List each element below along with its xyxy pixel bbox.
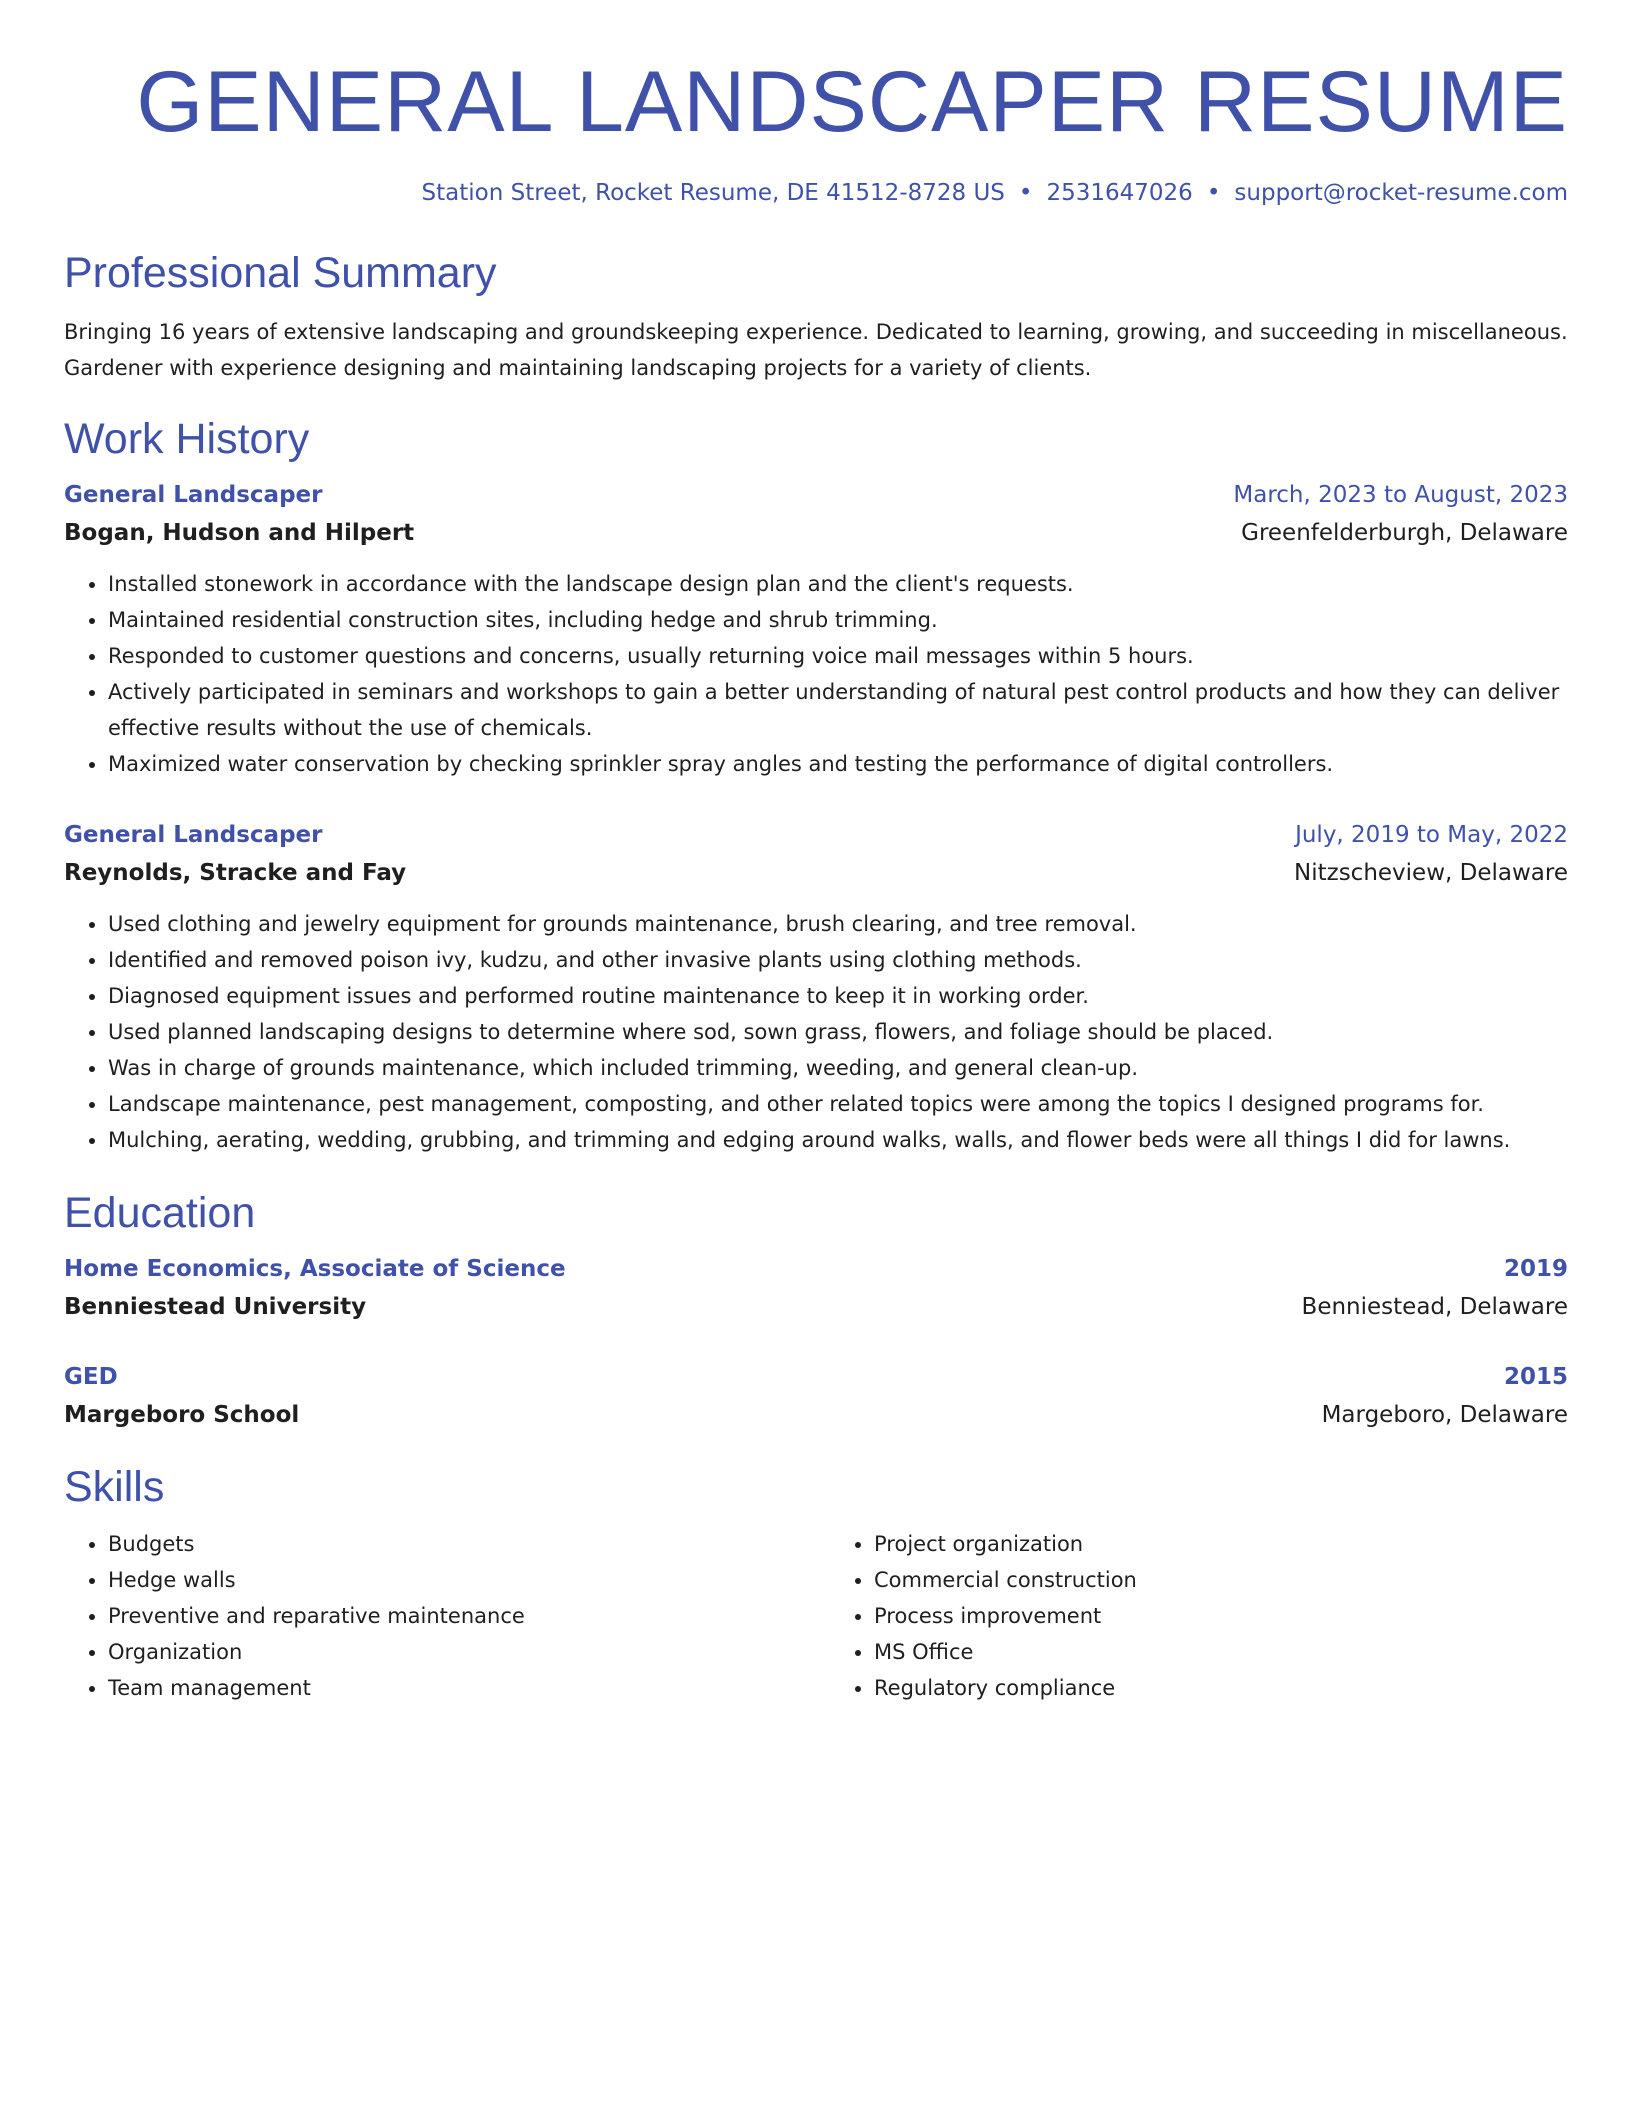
job-bullet: • Responded to customer questions and concerns, usually returning voice mail messages within 5 hours. [108, 638, 1568, 674]
summary-section [64, 248, 1568, 386]
work-history-heading: Work History [64, 415, 310, 463]
skills-list-left [64, 1526, 798, 1706]
job-location: Nitzscheview, Delaware [1294, 860, 1568, 886]
work-history-section [64, 414, 1568, 1158]
skill-item: • Project organization [874, 1526, 1564, 1562]
skills-heading: Skills [64, 1463, 165, 1511]
education-entry [64, 1360, 1568, 1432]
skills-section [64, 1462, 1568, 1706]
education-location: Benniestead, Delaware [1301, 1294, 1568, 1320]
job-dates: March, 2023 to August, 2023 [1233, 482, 1568, 508]
skill-item: • Preventive and reparative maintenance [108, 1598, 798, 1634]
skill-item: • Organization [108, 1634, 798, 1670]
job-bullet: • Mulching, aerating, wedding, grubbing, and trimming and edging around walks, walls, and flower beds were all things I did for lawns. [108, 1122, 1568, 1158]
job-bullet: • Maximized water conservation by checking sprinkler spray angles and testing the performance of digital controllers. [108, 746, 1568, 782]
education-degree: GED [64, 1364, 118, 1390]
contact-address: Station Street, Rocket Resume, DE 41512-8728 US [421, 180, 1005, 206]
skill-item: • MS Office [874, 1634, 1564, 1670]
job-company: Bogan, Hudson and Hilpert [64, 520, 415, 546]
education-section [64, 1188, 1568, 1432]
skill-item: • Team management [108, 1670, 798, 1706]
job-bullet: • Diagnosed equipment issues and performed routine maintenance to keep it in working order. [108, 978, 1568, 1014]
job-company: Reynolds, Stracke and Fay [64, 860, 407, 886]
job-bullet: • Installed stonework in accordance with the landscape design plan and the client's requests. [108, 566, 1568, 602]
summary-heading: Professional Summary [64, 249, 497, 297]
job-bullet: • Identified and removed poison ivy, kudzu, and other invasive plants using clothing methods. [108, 942, 1568, 978]
education-year: 2015 [1503, 1364, 1568, 1390]
contact-separator: • [1018, 180, 1033, 206]
contact-email: support@rocket-resume.com [1234, 180, 1568, 206]
job-entry [64, 478, 1568, 782]
job-location: Greenfelderburgh, Delaware [1241, 520, 1568, 546]
skills-list-right [798, 1526, 1564, 1706]
job-bullets [64, 566, 1568, 782]
education-year: 2019 [1503, 1256, 1568, 1282]
skill-item: • Commercial construction [874, 1562, 1564, 1598]
education-school: Margeboro School [64, 1402, 300, 1428]
skills-grid [64, 1526, 1568, 1706]
job-bullet: • Used clothing and jewelry equipment for grounds maintenance, brush clearing, and tree removal. [108, 906, 1568, 942]
skill-item: • Budgets [108, 1526, 798, 1562]
job-role: General Landscaper [64, 822, 323, 848]
job-bullet: • Actively participated in seminars and workshops to gain a better understanding of natural pest control products and how they can deliver effective results without the use of chemicals. [108, 674, 1568, 746]
job-entry [64, 818, 1568, 1158]
skill-item: • Process improvement [874, 1598, 1564, 1634]
job-bullet: • Used planned landscaping designs to determine where sod, sown grass, flowers, and foliage should be placed. [108, 1014, 1568, 1050]
contact-phone: 2531647026 [1046, 180, 1193, 206]
job-bullet: • Was in charge of grounds maintenance, which included trimming, weeding, and general clean-up. [108, 1050, 1568, 1086]
summary-text: Bringing 16 years of extensive landscaping and groundskeeping experience. Dedicated to learning, growing, and succeeding in miscellaneous. Gardener with experience designing and maintaining landscaping projects for a variety of clients. [64, 320, 1568, 380]
job-dates: July, 2019 to May, 2022 [1295, 822, 1568, 848]
job-bullets [64, 906, 1568, 1158]
education-degree: Home Economics, Associate of Science [64, 1256, 566, 1282]
education-location: Margeboro, Delaware [1321, 1402, 1568, 1428]
job-role: General Landscaper [64, 482, 323, 508]
contact-separator: • [1206, 180, 1221, 206]
job-bullet: • Maintained residential construction sites, including hedge and shrub trimming. [108, 602, 1568, 638]
education-school: Benniestead University [64, 1294, 367, 1320]
education-entry [64, 1252, 1568, 1324]
education-heading: Education [64, 1189, 256, 1237]
resume-title: GENERAL LANDSCAPER RESUME [136, 54, 1568, 150]
skill-item: • Hedge walls [108, 1562, 798, 1598]
contact-line [64, 178, 1568, 208]
job-bullet: • Landscape maintenance, pest management, composting, and other related topics were among the topics I designed programs for. [108, 1086, 1568, 1122]
skill-item: • Regulatory compliance [874, 1670, 1564, 1706]
